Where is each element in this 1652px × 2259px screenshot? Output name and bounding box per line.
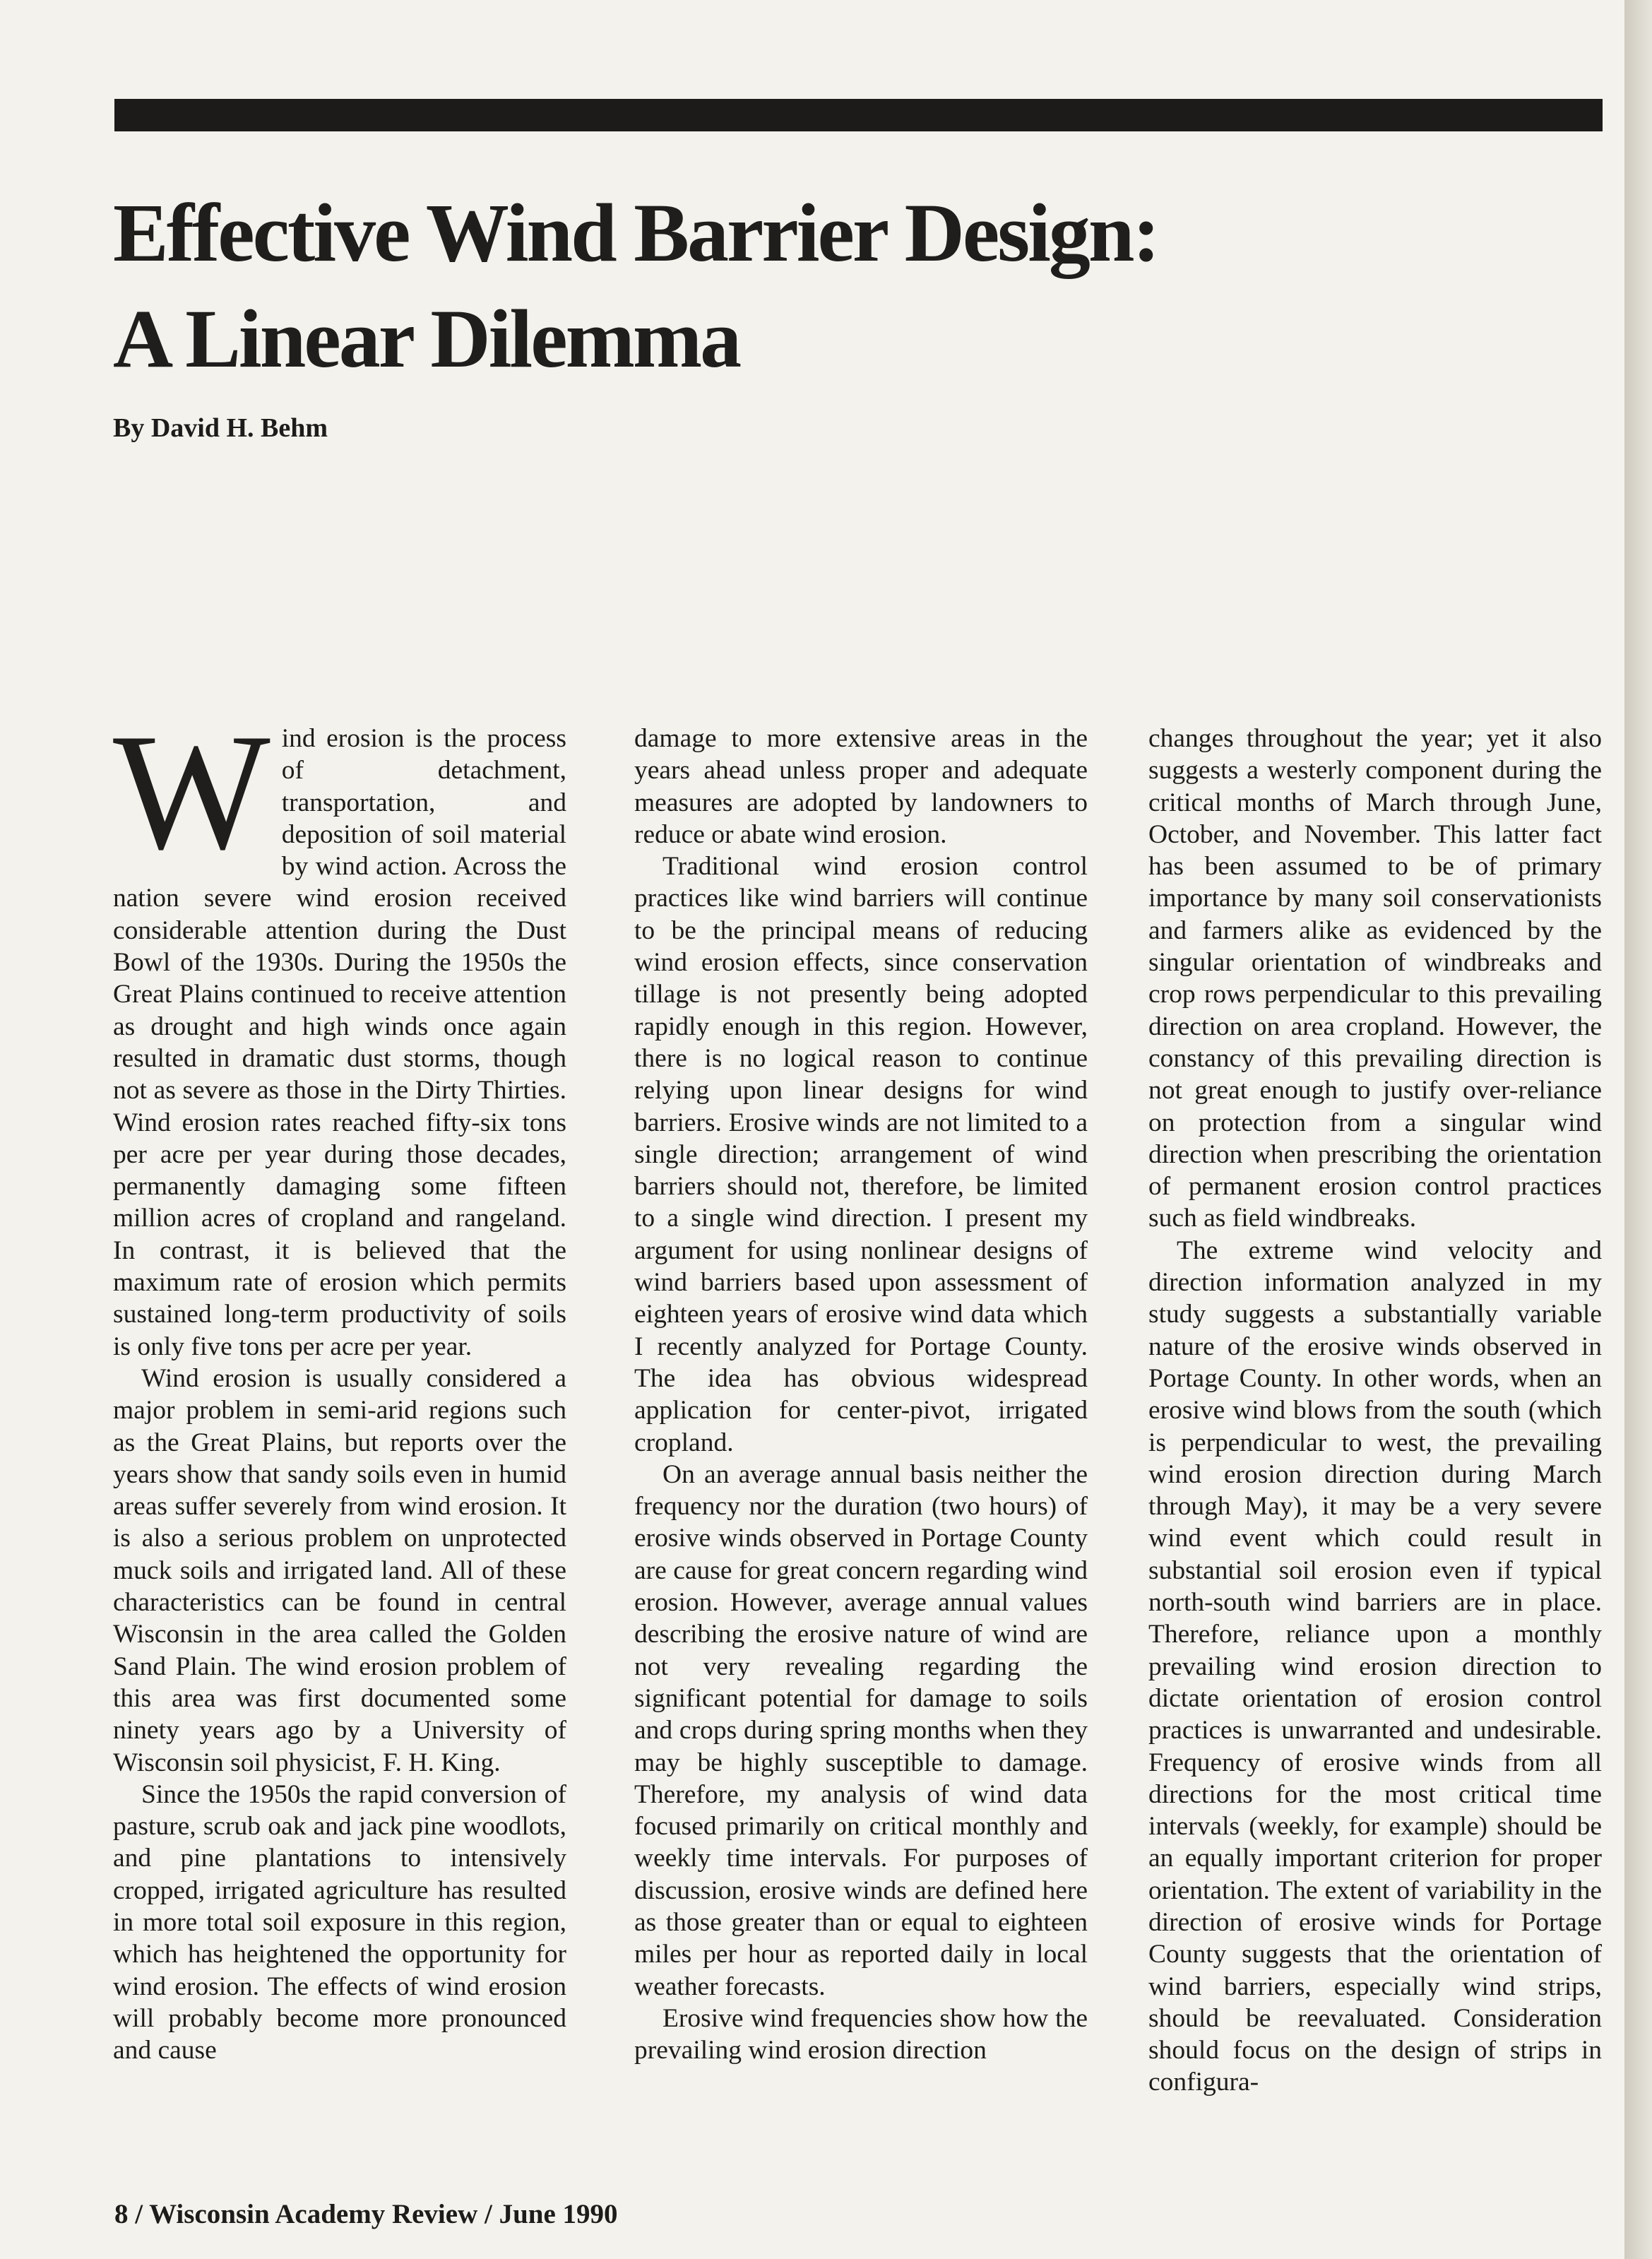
- article-title: [113, 180, 1455, 392]
- paragraph: changes throughout the year; yet it also suggests a westerly component during the critical months of March through June, October, and November. This latter fact has been assumed to be of primary importance by many soil conservationists and farmers alike as evidenced by the singular orientation of windbreaks and crop rows perpendicular to this prevailing direction on area cropland. However, the constancy of this prevailing direction is not great enough to justify over-reliance on protection from a singular wind direction when prescribing the orientation of permanent erosion control practices such as field windbreaks.: [1148, 724, 1602, 1233]
- page-folio: 8 / Wisconsin Academy Review / June 1990: [114, 2199, 618, 2229]
- title-line-1: Effective Wind Barrier Design:: [113, 186, 1158, 279]
- paragraph: Traditional wind erosion control practices like wind barriers will continue to be the principal means of reducing wind erosion effects, since conservation tillage is not presently being adopted rapidly enough in this region. However, there is no logical reason to continue relying upon linear designs for wind barriers. Erosive winds are not limited to a single direction; arrangement of wind barriers should not, therefore, be limited to a single wind direction. I present my argument for using nonlinear designs of wind barriers based upon assessment of eighteen years of erosive wind data which I recently analyzed for Portage County. The idea has obvious widespread application for center-pivot, irrigated cropland.: [634, 852, 1088, 1457]
- column-1: [113, 700, 566, 2121]
- paragraph: The extreme wind velocity and direction information analyzed in my study suggests a substantially variable nature of the erosive winds observed in Portage County. In other words, when an erosive wind blows from the south (which is perpendicular to west, the prevailing wind erosion direction during March through May), it may be a very severe wind event which could result in substantial soil erosion even if typical north-south wind barriers are in place. Therefore, reliance upon a monthly prevailing wind erosion direction to dictate orientation of erosion control practices is unwarranted and undesirable. Frequency of erosive winds from all directions for the most critical time intervals (weekly, for example) should be an equally important criterion for proper orientation. The extent of variability in the direction of erosive winds for Portage County suggests that the orientation of wind barriers, especially wind strips, should be reevaluated. Consideration should focus on the design of strips in configura-: [1148, 1235, 1602, 2097]
- byline: By David H. Behm: [113, 413, 328, 443]
- top-rule: [114, 99, 1603, 131]
- paragraph: On an average annual basis neither the frequency nor the duration (two hours) of erosive winds observed in Portage County are cause for great concern regarding wind erosion. However, average annual values describing the erosive nature of wind are not very revealing regarding the significant potential for damage to soils and crops during spring months when they may be highly susceptible to damage. Therefore, my analysis of wind data focused primarily on critical monthly and weekly time intervals. For purposes of discussion, erosive winds are defined here as those greater than or equal to eighteen miles per hour as reported daily in local weather forecasts.: [634, 1459, 1088, 2001]
- drop-cap: W: [113, 700, 271, 884]
- paragraph: damage to more extensive areas in the years ahead unless proper and adequate measures are adopted by landowners to reduce or abate wind erosion.: [634, 724, 1088, 849]
- title-line-2: A Linear Dilemma: [113, 292, 740, 385]
- paragraph: [113, 700, 566, 1363]
- column-2: [634, 723, 1088, 2121]
- paragraph: Erosive wind frequencies show how the prevailing wind erosion direction: [634, 2003, 1088, 2065]
- paragraph: Wind erosion is usually considered a major problem in semi-arid regions such as the Great Plains, but reports over the years show that sandy soils even in humid areas suffer severely from wind erosion. It is also a serious problem on unprotected muck soils and irrigated land. All of these characteristics can be found in central Wisconsin in the area called the Golden Sand Plain. The wind erosion problem of this area was first documented some ninety years ago by a University of Wisconsin soil physicist, F. H. King.: [113, 1363, 566, 1777]
- page-edge: [1624, 0, 1652, 2259]
- column-3: [1148, 723, 1602, 2121]
- paragraph: Since the 1950s the rapid conversion of pasture, scrub oak and jack pine woodlots, and pine plantations to intensively cropped, irrigated agriculture has resulted in more total soil exposure in this region, which has heightened the opportunity for wind erosion. The effects of wind erosion will probably become more pronounced and cause: [113, 1779, 566, 2065]
- paragraph-text: ind erosion is the process of detachment, transportation, and deposition of soil material by wind action. Across the nation severe wind erosion received considerable attention during the Dust Bowl of the 1930s. During the 1950s the Great Plains continued to receive attention as drought and high winds once again resulted in dramatic dust storms, though not as severe as those in the Dirty Thirties. Wind erosion rates reached fifty-six tons per acre per year during those decades, permanently damaging some fifteen million acres of cropland and rangeland. In contrast, it is believed that the maximum rate of erosion which permits sustained long-term productivity of soils is only five tons per acre per year.: [113, 724, 566, 1361]
